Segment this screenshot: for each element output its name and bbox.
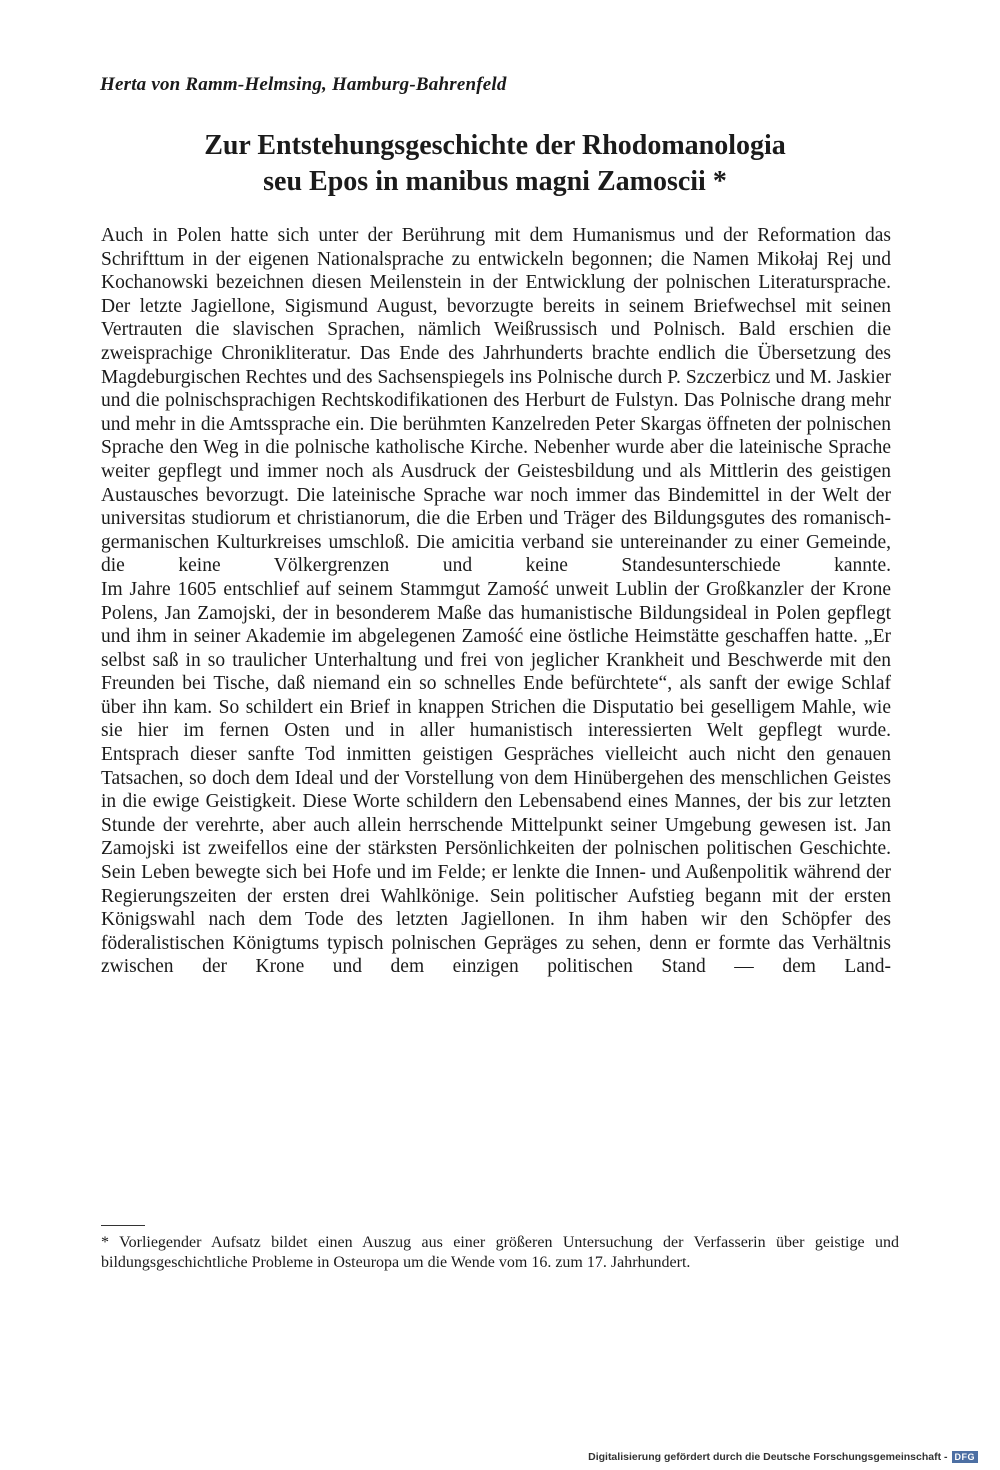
digitization-footer — [588, 1451, 978, 1463]
paragraph-3: Entsprach dieser sanfte Tod inmitten geistigen Gespräches vielleicht auch nicht den genauen Tatsachen, so doch dem Ideal und der Vorstellung von dem Hinübergehen des menschlichen Geistes in die ewige Geistigkeit. Diese Worte schildern den Lebensabend eines Mannes, der bis zur letzten Stunde der verehrte, aber auch allein herrschende Mittelpunkt seiner Umgebung gewesen ist. Jan Zamojski ist zweifellos eine der stärksten Persönlichkeiten der polnischen politischen Geschichte. Sein Leben bewegte sich bei Hofe und im Felde; er lenkte die Innen- und Außenpolitik während der Regierungszeiten der ersten drei Wahlkönige. Sein politischer Aufstieg begann mit der ersten Königswahl nach dem Tode des letzten Jagiellonen. In ihm haben wir den Schöpfer des föderalistischen Königtums typisch polnischen Gepräges zu sehen, denn er formte das Verhältnis zwischen der Krone und dem einzigen politischen Stand — dem Land- — [101, 744, 891, 978]
dfg-logo-icon: DFG — [952, 1451, 979, 1463]
digitization-credit: Digitalisierung gefördert durch die Deutsche Forschungsgemeinschaft - — [588, 1451, 948, 1463]
paragraph-2: Im Jahre 1605 entschlief auf seinem Stammgut Zamość unweit Lublin der Großkanzler der Krone Polens, Jan Zamojski, der in besonderem Maße das humanistische Bildungsideal in Polen gepflegt und ihm in seiner Akademie im abgelegenen Zamość eine östliche Heimstätte geschaffen hatte. „Er selbst saß in so traulicher Unterhaltung und frei von jeglicher Krankheit und Beschwerde mit den Freunden bei Tische, daß niemand ein so schnelles Ende befürchtete“, als sanft der ewige Schlaf über ihn kam. So schildert ein Brief in knappen Strichen die Disputatio bei geselligem Mahle, wie sie hier im fernen Osten und in aller humanistisch interessierten Welt gepflegt wurde. — [101, 578, 891, 742]
author-line: Herta von Ramm-Helmsing, Hamburg-Bahrenfeld — [100, 74, 507, 95]
footnote-divider — [101, 1225, 145, 1226]
paragraph-1: Auch in Polen hatte sich unter der Berührung mit dem Humanismus und der Reformation das Schrifttum in der eigenen Nationalsprache zu entwickeln begonnen; die Namen Mikołaj Rej und Kochanowski bezeichnen diesen Meilenstein in der Entwicklung der polnischen Literatursprache. Der letzte Jagiellone, Sigismund August, bevorzugte bereits in seinem Briefwechsel mit seinen Vertrauten die slavischen Sprachen, nämlich Weißrussisch und Polnisch. Bald erschien die zweisprachige Chronikliteratur. Das Ende des Jahrhunderts brachte endlich die Übersetzung des Magdeburgischen Rechtes und des Sachsenspiegels ins Polnische durch P. Szczerbicz und M. Jaskier und die polnischsprachigen Rechtskodifikationen des Herburt de Fulstyn. Das Polnische drang mehr und mehr in die Amtssprache ein. Die berühmten Kanzelreden Peter Skargas öffneten der polnischen Sprache den Weg in die polnische katholische Kirche. Nebenher wurde aber die lateinische Sprache weiter gepflegt und immer noch als Ausdruck der Geistesbildung und als Mittlerin des geistigen Austausches bevorzugt. Die lateinische Sprache war noch immer das Bindemittel in der Welt der universitas studiorum et christianorum, die die Erben und Träger des Bildungsgutes des romanisch-germanischen Kulturkreises umschloß. Die amicitia verband sie untereinander zu einer Gemeinde, die keine Völkergrenzen und keine Standesunterschiede kannte. — [101, 225, 891, 577]
footnote: * Vorliegender Aufsatz bildet einen Auszug aus einer größeren Untersuchung der Verfasserin über geistige und bildungsgeschichtliche Probleme in Osteuropa um die Wende vom 16. zum 17. Jahrhundert. — [101, 1234, 899, 1271]
article-body — [101, 224, 891, 979]
article-title — [100, 128, 890, 200]
title-line-2: seu Epos in manibus magni Zamoscii * — [263, 166, 727, 197]
title-line-1: Zur Entstehungsgeschichte der Rhodomanologia — [204, 130, 786, 161]
